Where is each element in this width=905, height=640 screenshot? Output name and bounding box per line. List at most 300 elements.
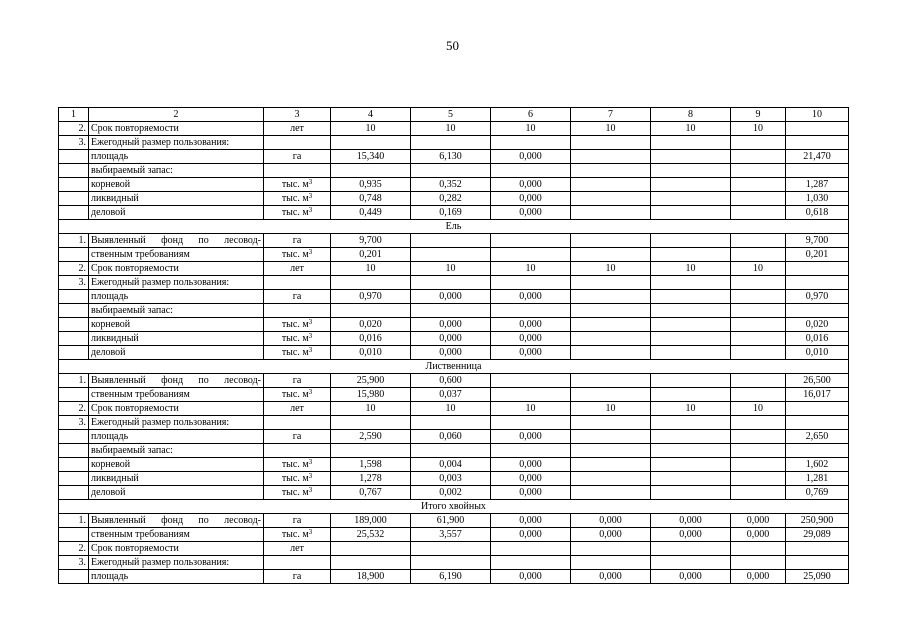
cell-col-7 [571, 150, 651, 164]
cell-indicator: площадь [89, 290, 264, 304]
cell-col-8: 0,000 [651, 514, 731, 528]
cell-col-5 [411, 248, 491, 262]
cell-col-8 [651, 388, 731, 402]
cell-col-7 [571, 192, 651, 206]
cell-row-number: 2. [59, 402, 89, 416]
cell-indicator: выбираемый запас: [89, 304, 264, 318]
cell-col-6: 0,000 [491, 178, 571, 192]
cell-col-7: 0,000 [571, 570, 651, 584]
cell-col-8 [651, 304, 731, 318]
cell-col-5 [411, 556, 491, 570]
cell-indicator: площадь [89, 150, 264, 164]
table-row [59, 444, 849, 458]
cell-col-4: 0,748 [331, 192, 411, 206]
cell-col-8 [651, 234, 731, 248]
cell-row-number [59, 346, 89, 360]
cell-col-9 [731, 290, 786, 304]
cell-col-6: 0,000 [491, 206, 571, 220]
cell-indicator: Ежегодный размер пользования: [89, 416, 264, 430]
cell-col-7 [571, 472, 651, 486]
cell-unit: лет [264, 122, 331, 136]
cell-row-number: 3. [59, 276, 89, 290]
cell-total [786, 262, 849, 276]
cell-unit [264, 276, 331, 290]
cell-col-4 [331, 444, 411, 458]
cell-col-5: 0,352 [411, 178, 491, 192]
cell-total: 0,016 [786, 332, 849, 346]
cell-col-4: 0,935 [331, 178, 411, 192]
cell-unit [264, 136, 331, 150]
column-number-header: 6 [491, 108, 571, 122]
cell-col-5: 0,060 [411, 430, 491, 444]
cell-col-7 [571, 374, 651, 388]
table-row [59, 332, 849, 346]
cell-row-number [59, 178, 89, 192]
cell-col-5: 0,004 [411, 458, 491, 472]
cell-total [786, 556, 849, 570]
cell-col-8 [651, 458, 731, 472]
cell-unit: тыс. $м^3$ [264, 486, 331, 500]
cell-col-6 [491, 164, 571, 178]
cell-col-8 [651, 136, 731, 150]
cell-indicator: деловой [89, 486, 264, 500]
cell-col-9: 10 [731, 402, 786, 416]
cell-row-number [59, 164, 89, 178]
cell-col-9 [731, 136, 786, 150]
cell-col-7 [571, 388, 651, 402]
table-row [59, 206, 849, 220]
cell-col-8 [651, 444, 731, 458]
table-row [59, 276, 849, 290]
cell-total: 1,287 [786, 178, 849, 192]
cell-col-9 [731, 276, 786, 290]
cell-col-4: 0,449 [331, 206, 411, 220]
column-number-header: 3 [264, 108, 331, 122]
cell-col-7: 10 [571, 402, 651, 416]
cell-unit: лет [264, 542, 331, 556]
cell-col-5 [411, 276, 491, 290]
cell-unit: лет [264, 262, 331, 276]
cell-indicator: ственным требованиям [89, 528, 264, 542]
cell-unit: тыс. $м^3$ [264, 192, 331, 206]
cell-col-4 [331, 136, 411, 150]
cell-unit: га [264, 234, 331, 248]
cell-col-5: 0,002 [411, 486, 491, 500]
cell-total: 16,017 [786, 388, 849, 402]
cell-indicator: Срок повторяемости [89, 262, 264, 276]
cell-col-4: 25,900 [331, 374, 411, 388]
cell-col-6: 0,000 [491, 318, 571, 332]
cell-indicator: Выявленный фонд по лесовод- [89, 374, 264, 388]
cell-indicator: Срок повторяемости [89, 122, 264, 136]
cell-total [786, 444, 849, 458]
table-row [59, 346, 849, 360]
cell-indicator: корневой [89, 318, 264, 332]
cell-col-9 [731, 346, 786, 360]
cell-col-4: 189,000 [331, 514, 411, 528]
cell-unit [264, 164, 331, 178]
cell-total [786, 416, 849, 430]
cell-col-6 [491, 416, 571, 430]
cell-total [786, 164, 849, 178]
section-row [59, 500, 849, 514]
cell-col-6 [491, 276, 571, 290]
cell-unit: га [264, 290, 331, 304]
cell-col-5: 0,000 [411, 346, 491, 360]
cell-col-8: 0,000 [651, 570, 731, 584]
cell-total: 1,602 [786, 458, 849, 472]
cell-col-9 [731, 486, 786, 500]
cell-col-5: 0,000 [411, 318, 491, 332]
cell-row-number [59, 444, 89, 458]
cell-col-5: 3,557 [411, 528, 491, 542]
cell-total [786, 276, 849, 290]
cell-col-5: 10 [411, 262, 491, 276]
cell-unit [264, 416, 331, 430]
cell-total: 2,650 [786, 430, 849, 444]
cell-row-number [59, 332, 89, 346]
cell-col-8 [651, 150, 731, 164]
cell-row-number: 2. [59, 542, 89, 556]
cell-col-4: 0,970 [331, 290, 411, 304]
cell-col-5: 61,900 [411, 514, 491, 528]
cell-indicator: Ежегодный размер пользования: [89, 276, 264, 290]
cell-col-7: 0,000 [571, 514, 651, 528]
cell-unit: тыс. $м^3$ [264, 332, 331, 346]
cell-col-8 [651, 472, 731, 486]
cell-unit: тыс. $м^3$ [264, 178, 331, 192]
cell-col-4: 0,020 [331, 318, 411, 332]
cell-col-7 [571, 556, 651, 570]
column-number-header: 2 [89, 108, 264, 122]
cell-row-number [59, 248, 89, 262]
cell-col-9: 0,000 [731, 570, 786, 584]
cell-col-7 [571, 542, 651, 556]
cell-col-9 [731, 388, 786, 402]
cell-col-8: 0,000 [651, 528, 731, 542]
cell-col-5: 6,190 [411, 570, 491, 584]
cell-row-number [59, 290, 89, 304]
cell-total: 9,700 [786, 234, 849, 248]
cell-unit: тыс. $м^3$ [264, 528, 331, 542]
table-row [59, 192, 849, 206]
cell-col-9 [731, 150, 786, 164]
cell-total [786, 122, 849, 136]
cell-col-8 [651, 486, 731, 500]
cell-col-8 [651, 542, 731, 556]
cell-indicator: площадь [89, 430, 264, 444]
table-row [59, 388, 849, 402]
table-row [59, 514, 849, 528]
cell-col-4: 9,700 [331, 234, 411, 248]
section-title: Итого хвойных [59, 500, 849, 514]
section-row [59, 360, 849, 374]
cell-col-5 [411, 542, 491, 556]
cell-col-4: 10 [331, 402, 411, 416]
cell-col-5 [411, 304, 491, 318]
cell-row-number [59, 528, 89, 542]
cell-col-5 [411, 234, 491, 248]
cell-col-7 [571, 290, 651, 304]
cell-total: 0,020 [786, 318, 849, 332]
cell-row-number [59, 318, 89, 332]
section-title: Лиственница [59, 360, 849, 374]
cell-row-number [59, 458, 89, 472]
cell-col-9 [731, 332, 786, 346]
cell-col-5: 10 [411, 122, 491, 136]
cell-col-4: 18,900 [331, 570, 411, 584]
cell-unit: тыс. $м^3$ [264, 472, 331, 486]
cell-col-7 [571, 430, 651, 444]
cell-indicator: ликвидный [89, 472, 264, 486]
section-title: Ель [59, 220, 849, 234]
cell-col-8 [651, 556, 731, 570]
table-row [59, 528, 849, 542]
cell-col-5: 0,000 [411, 290, 491, 304]
column-number-header: 10 [786, 108, 849, 122]
table-row [59, 402, 849, 416]
cell-col-6: 0,000 [491, 486, 571, 500]
cell-total: 0,010 [786, 346, 849, 360]
cell-col-7: 10 [571, 122, 651, 136]
cell-total: 0,201 [786, 248, 849, 262]
cell-col-4: 10 [331, 122, 411, 136]
cell-col-8 [651, 318, 731, 332]
cell-col-5: 0,037 [411, 388, 491, 402]
cell-col-5: 0,000 [411, 332, 491, 346]
table-header-row [59, 108, 849, 122]
cell-indicator: Срок повторяемости [89, 402, 264, 416]
cell-col-9 [731, 206, 786, 220]
table-row [59, 416, 849, 430]
cell-col-6: 0,000 [491, 150, 571, 164]
cell-col-8 [651, 206, 731, 220]
cell-col-8 [651, 248, 731, 262]
table-row [59, 262, 849, 276]
cell-indicator: корневой [89, 458, 264, 472]
cell-col-6 [491, 556, 571, 570]
cell-row-number [59, 206, 89, 220]
table-row [59, 304, 849, 318]
cell-col-6: 0,000 [491, 430, 571, 444]
cell-total: 0,618 [786, 206, 849, 220]
cell-unit: тыс. $м^3$ [264, 248, 331, 262]
cell-col-8 [651, 430, 731, 444]
cell-col-8: 10 [651, 122, 731, 136]
cell-col-6: 10 [491, 122, 571, 136]
cell-col-5: 6,130 [411, 150, 491, 164]
cell-total: 1,030 [786, 192, 849, 206]
cell-indicator: Ежегодный размер пользования: [89, 136, 264, 150]
column-number-header: 8 [651, 108, 731, 122]
cell-row-number [59, 388, 89, 402]
cell-unit: тыс. $м^3$ [264, 318, 331, 332]
cell-col-5: 0,282 [411, 192, 491, 206]
cell-col-7: 0,000 [571, 528, 651, 542]
cell-total: 26,500 [786, 374, 849, 388]
cell-indicator: ственным требованиям [89, 248, 264, 262]
cell-unit: га [264, 150, 331, 164]
cell-row-number: 2. [59, 122, 89, 136]
cell-indicator: ликвидный [89, 192, 264, 206]
cell-col-6 [491, 374, 571, 388]
cell-row-number: 2. [59, 262, 89, 276]
column-number-header: 7 [571, 108, 651, 122]
cell-row-number: 1. [59, 514, 89, 528]
cell-col-7 [571, 346, 651, 360]
cell-col-7 [571, 332, 651, 346]
cell-col-9 [731, 472, 786, 486]
cell-col-4: 0,010 [331, 346, 411, 360]
cell-col-6 [491, 388, 571, 402]
cell-col-8 [651, 332, 731, 346]
column-number-header: 9 [731, 108, 786, 122]
cell-row-number [59, 570, 89, 584]
section-row [59, 220, 849, 234]
cell-col-6 [491, 304, 571, 318]
cell-unit: тыс. $м^3$ [264, 206, 331, 220]
cell-col-9 [731, 164, 786, 178]
table-row [59, 178, 849, 192]
cell-total: 29,089 [786, 528, 849, 542]
cell-col-7 [571, 304, 651, 318]
cell-unit: тыс. $м^3$ [264, 346, 331, 360]
cell-indicator: Выявленный фонд по лесовод- [89, 514, 264, 528]
cell-total: 1,281 [786, 472, 849, 486]
cell-total [786, 136, 849, 150]
table-row [59, 136, 849, 150]
cell-col-4: 0,201 [331, 248, 411, 262]
cell-col-4: 15,980 [331, 388, 411, 402]
cell-col-6 [491, 136, 571, 150]
cell-indicator: Выявленный фонд по лесовод- [89, 234, 264, 248]
cell-indicator: ственным требованиям [89, 388, 264, 402]
cell-indicator: площадь [89, 570, 264, 584]
cell-row-number: 3. [59, 136, 89, 150]
table-row [59, 570, 849, 584]
cell-total: 0,769 [786, 486, 849, 500]
cell-unit: га [264, 430, 331, 444]
cell-col-5: 0,169 [411, 206, 491, 220]
cell-indicator: выбираемый запас: [89, 444, 264, 458]
column-number-header: 4 [331, 108, 411, 122]
cell-indicator: корневой [89, 178, 264, 192]
cell-indicator: Срок повторяемости [89, 542, 264, 556]
cell-col-8: 10 [651, 262, 731, 276]
cell-col-7 [571, 136, 651, 150]
cell-col-5: 0,600 [411, 374, 491, 388]
cell-total: 25,090 [786, 570, 849, 584]
cell-col-5 [411, 164, 491, 178]
cell-col-6: 0,000 [491, 332, 571, 346]
cell-unit: га [264, 570, 331, 584]
cell-col-6: 0,000 [491, 346, 571, 360]
page-number: 50 [446, 38, 459, 53]
cell-col-8 [651, 374, 731, 388]
table-row [59, 290, 849, 304]
cell-col-6: 10 [491, 402, 571, 416]
cell-col-6: 0,000 [491, 458, 571, 472]
cell-col-4 [331, 542, 411, 556]
cell-col-5: 10 [411, 402, 491, 416]
cell-col-9 [731, 556, 786, 570]
cell-col-5 [411, 416, 491, 430]
cell-col-5: 0,003 [411, 472, 491, 486]
cell-total [786, 304, 849, 318]
cell-col-9: 10 [731, 262, 786, 276]
cell-indicator: деловой [89, 206, 264, 220]
cell-col-4: 10 [331, 262, 411, 276]
table-row [59, 248, 849, 262]
table-row [59, 458, 849, 472]
cell-col-7 [571, 206, 651, 220]
cell-col-9 [731, 430, 786, 444]
cell-col-9 [731, 318, 786, 332]
cell-col-8: 10 [651, 402, 731, 416]
cell-col-8 [651, 192, 731, 206]
cell-col-7 [571, 276, 651, 290]
cell-unit: лет [264, 402, 331, 416]
cell-col-9: 0,000 [731, 514, 786, 528]
cell-unit: га [264, 514, 331, 528]
cell-col-9 [731, 248, 786, 262]
cell-col-4: 15,340 [331, 150, 411, 164]
cell-total: 21,470 [786, 150, 849, 164]
cell-col-4: 1,598 [331, 458, 411, 472]
cell-col-7 [571, 458, 651, 472]
cell-col-6: 10 [491, 262, 571, 276]
cell-row-number: 3. [59, 556, 89, 570]
cell-total: 0,970 [786, 290, 849, 304]
cell-col-8 [651, 178, 731, 192]
table-row [59, 542, 849, 556]
cell-col-5 [411, 444, 491, 458]
cell-col-8 [651, 276, 731, 290]
table-row [59, 486, 849, 500]
forest-use-table [58, 107, 849, 584]
cell-col-6: 0,000 [491, 528, 571, 542]
cell-col-9: 10 [731, 122, 786, 136]
cell-col-5 [411, 136, 491, 150]
cell-col-9 [731, 458, 786, 472]
cell-col-6 [491, 234, 571, 248]
cell-col-4 [331, 556, 411, 570]
cell-indicator: ликвидный [89, 332, 264, 346]
cell-row-number: 3. [59, 416, 89, 430]
cell-col-7 [571, 416, 651, 430]
table-row [59, 164, 849, 178]
cell-col-6 [491, 248, 571, 262]
cell-unit: тыс. $м^3$ [264, 388, 331, 402]
cell-row-number [59, 486, 89, 500]
cell-col-4 [331, 276, 411, 290]
table-row [59, 150, 849, 164]
table-row [59, 122, 849, 136]
cell-col-6: 0,000 [491, 570, 571, 584]
cell-total: 250,900 [786, 514, 849, 528]
cell-col-6 [491, 444, 571, 458]
cell-col-8 [651, 346, 731, 360]
cell-col-4: 1,278 [331, 472, 411, 486]
cell-col-6: 0,000 [491, 192, 571, 206]
cell-unit: тыс. $м^3$ [264, 458, 331, 472]
cell-row-number: 1. [59, 374, 89, 388]
cell-col-7 [571, 486, 651, 500]
column-number-header: 5 [411, 108, 491, 122]
cell-col-9: 0,000 [731, 528, 786, 542]
table-row [59, 556, 849, 570]
cell-col-7 [571, 178, 651, 192]
